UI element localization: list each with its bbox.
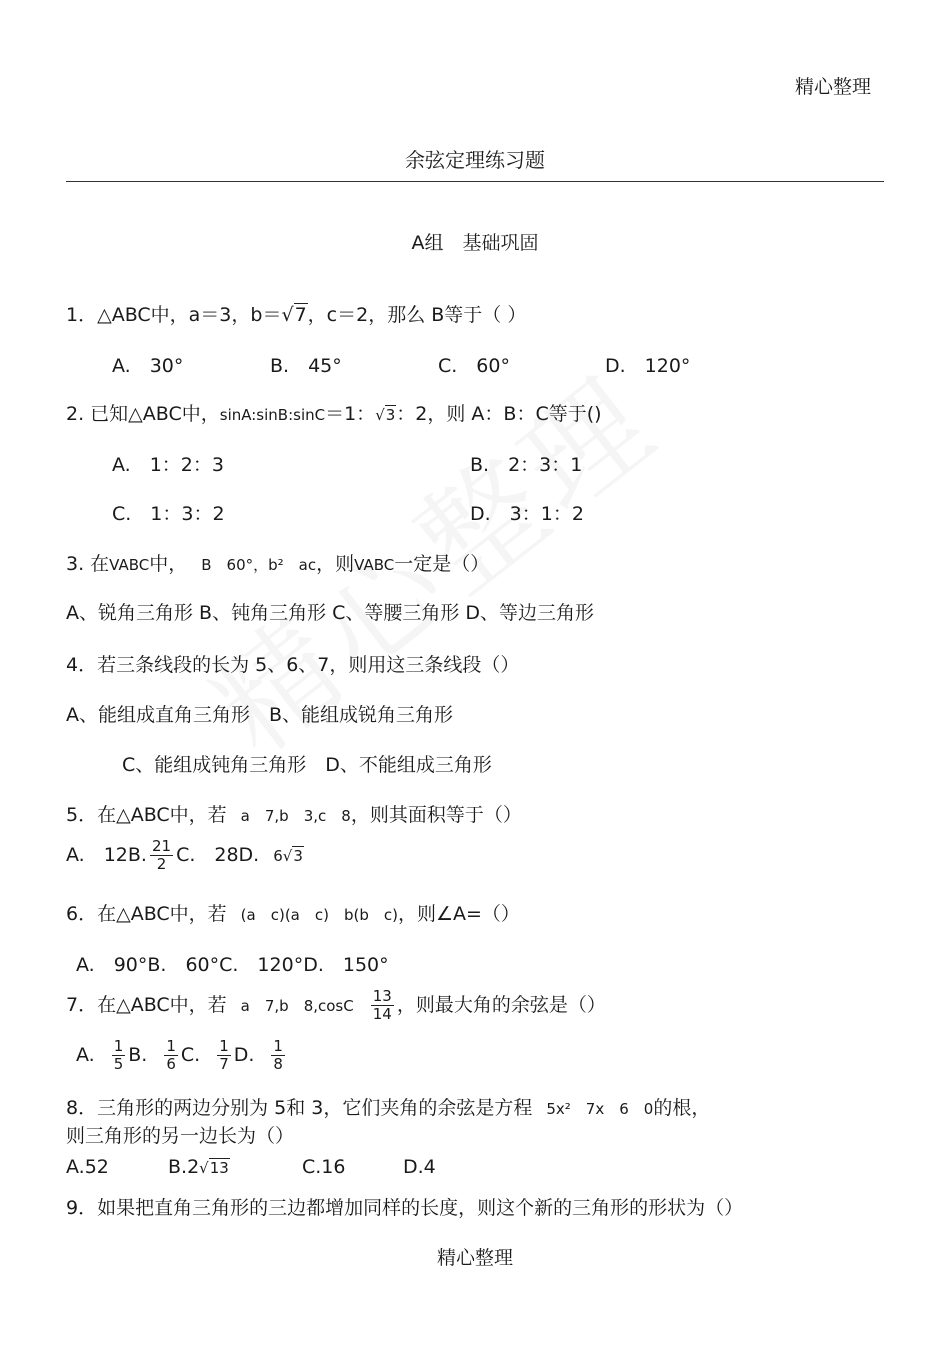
q2-option-d: D. 3：1：2 [470, 503, 584, 525]
question-6-stem [66, 899, 520, 926]
q3-text-d: 一定是（） [394, 553, 490, 575]
q5-sqrt: √3 [282, 847, 303, 865]
q7-option-d-fraction [271, 1038, 285, 1073]
q6-options: A. 90°B. 60°C. 120°D. 150° [76, 954, 389, 976]
q6-text-a: 6．在△ABC中，若 [66, 903, 227, 925]
q3-text-b: 中， [149, 553, 188, 575]
q3-triangle-2: VABC [354, 556, 395, 574]
q8-sqrt: √13 [199, 1159, 229, 1177]
question-1-stem [66, 300, 526, 327]
q7-option-a-label: A. [76, 1044, 95, 1066]
q7-fraction-numerator: 13 [372, 987, 392, 1005]
q7-text-a: 7．在△ABC中，若 [66, 994, 227, 1016]
q3-options: A、锐角三角形 B、钝角三角形 C、等腰三角形 D、等边三角形 [66, 602, 595, 624]
q2-text-a: 2. 已知△ABC中， [66, 403, 220, 425]
q7-option-b-fraction [164, 1038, 178, 1073]
q5-text-a: 5．在△ABC中，若 [66, 804, 227, 826]
q2-option-b: B. 2：3：1 [470, 454, 583, 476]
q6-condition: (a c)(a c) b(b c) [240, 906, 398, 924]
q8-radicand: 13 [209, 1159, 229, 1177]
q7-option-a-fraction [112, 1038, 126, 1073]
q5-fraction-numerator: 21 [151, 837, 172, 855]
q8-option-a: A.52 [66, 1156, 109, 1178]
q3-text-c: ，则 [316, 553, 355, 575]
q8-option-b [168, 1156, 230, 1178]
q1-option-c: C. 60° [438, 355, 510, 377]
q7-options [76, 1038, 288, 1073]
title-divider [66, 181, 884, 182]
q4-options-row-1: A、能组成直角三角形 B、能组成锐角三角形 [66, 704, 454, 726]
q5-fraction-denominator: 2 [156, 855, 167, 873]
q2-option-c: C. 1：3：2 [112, 503, 225, 525]
q1-sqrt: √7 [281, 304, 307, 326]
q7-option-a-numerator: 1 [113, 1037, 124, 1055]
q2-radicand: 3 [385, 406, 396, 424]
q7-option-c-denominator: 7 [219, 1055, 229, 1073]
page-header: 精心整理 [795, 76, 872, 98]
q7-option-c-fraction [217, 1038, 231, 1073]
q5-condition: a 7,b 3,c 8 [240, 807, 351, 825]
q5-option-a-b: A. 12B. [66, 844, 147, 866]
q7-option-b-numerator: 1 [166, 1037, 176, 1055]
q8-text-a: 8．三角形的两边分别为 5和 3，它们夹角的余弦是方程 [66, 1097, 533, 1119]
q5-radicand: 3 [293, 847, 303, 865]
page-title: 余弦定理练习题 [405, 148, 545, 172]
question-3-stem [66, 549, 489, 576]
q5-option-d-coefficient: 6 [273, 847, 283, 865]
q3-text-a: 3. 在 [66, 553, 110, 575]
page-footer: 精心整理 [436, 1247, 513, 1269]
question-5-stem [66, 800, 522, 827]
q7-option-c-numerator: 1 [219, 1037, 229, 1055]
q1-text-a: 1．△ABC中，a＝3，b＝ [66, 304, 282, 326]
question-9-stem: 9．如果把直角三角形的三边都增加同样的长度，则这个新的三角形的形状为（） [66, 1197, 744, 1219]
question-7-stem [66, 988, 606, 1023]
q2-option-a: A. 1：2：3 [112, 454, 224, 476]
q1-option-b: B. 45° [270, 355, 342, 377]
q2-text-b: ＝1： [325, 403, 376, 425]
q8-option-b-label: B.2 [168, 1156, 200, 1178]
q8-option-d: D.4 [403, 1156, 436, 1178]
q1-option-d: D. 120° [605, 355, 691, 377]
q3-triangle-1: VABC [109, 556, 150, 574]
q7-fraction-denominator: 14 [372, 1005, 392, 1023]
q5-fraction [150, 838, 173, 873]
q2-ratio: sinA:sinB:sinC [219, 406, 326, 424]
q6-text-b: ，则∠A=（） [397, 903, 520, 925]
q5-option-c-d: C. 28D. [176, 844, 260, 866]
q7-option-d-numerator: 1 [273, 1037, 283, 1055]
q8-stem-line-2: 则三角形的另一边长为（） [66, 1125, 295, 1147]
q5-text-b: ，则其面积等于（） [350, 804, 522, 826]
q1-text-b: ，c＝2，那么 B等于（ ） [307, 304, 527, 326]
q8-equation: 5x² 7x 6 0 [546, 1100, 654, 1118]
q2-text-c: ：2，则 A：B：C等于() [396, 403, 602, 425]
question-8-stem [66, 1093, 710, 1120]
q7-condition: a 7,b 8,cosC [240, 997, 354, 1015]
q1-radicand: 7 [294, 304, 307, 326]
q7-option-b-label: B. [128, 1044, 148, 1066]
q7-option-b-denominator: 6 [166, 1055, 176, 1073]
q7-option-c-label: C. [180, 1044, 201, 1066]
q5-options [66, 838, 304, 873]
q8-option-c: C.16 [302, 1156, 346, 1178]
q7-option-d-denominator: 8 [273, 1055, 283, 1073]
q7-option-a-denominator: 5 [113, 1055, 124, 1073]
question-2-stem [66, 399, 602, 426]
q7-fraction [371, 988, 394, 1023]
q7-option-d-label: D. [233, 1044, 255, 1066]
question-4-stem: 4．若三条线段的长为 5、6、7，则用这三条线段（） [66, 654, 520, 676]
q8-text-b: 的根， [653, 1097, 711, 1119]
q4-options-row-2: C、能组成钝角三角形 D、不能组成三角形 [122, 754, 492, 776]
q7-text-b: ，则最大角的余弦是（） [396, 994, 606, 1016]
q1-option-a: A. 30° [112, 355, 184, 377]
q2-sqrt: √3 [375, 406, 396, 424]
q3-condition: B 60°，b² ac [201, 556, 317, 574]
group-heading: A组 基础巩固 [411, 232, 539, 254]
